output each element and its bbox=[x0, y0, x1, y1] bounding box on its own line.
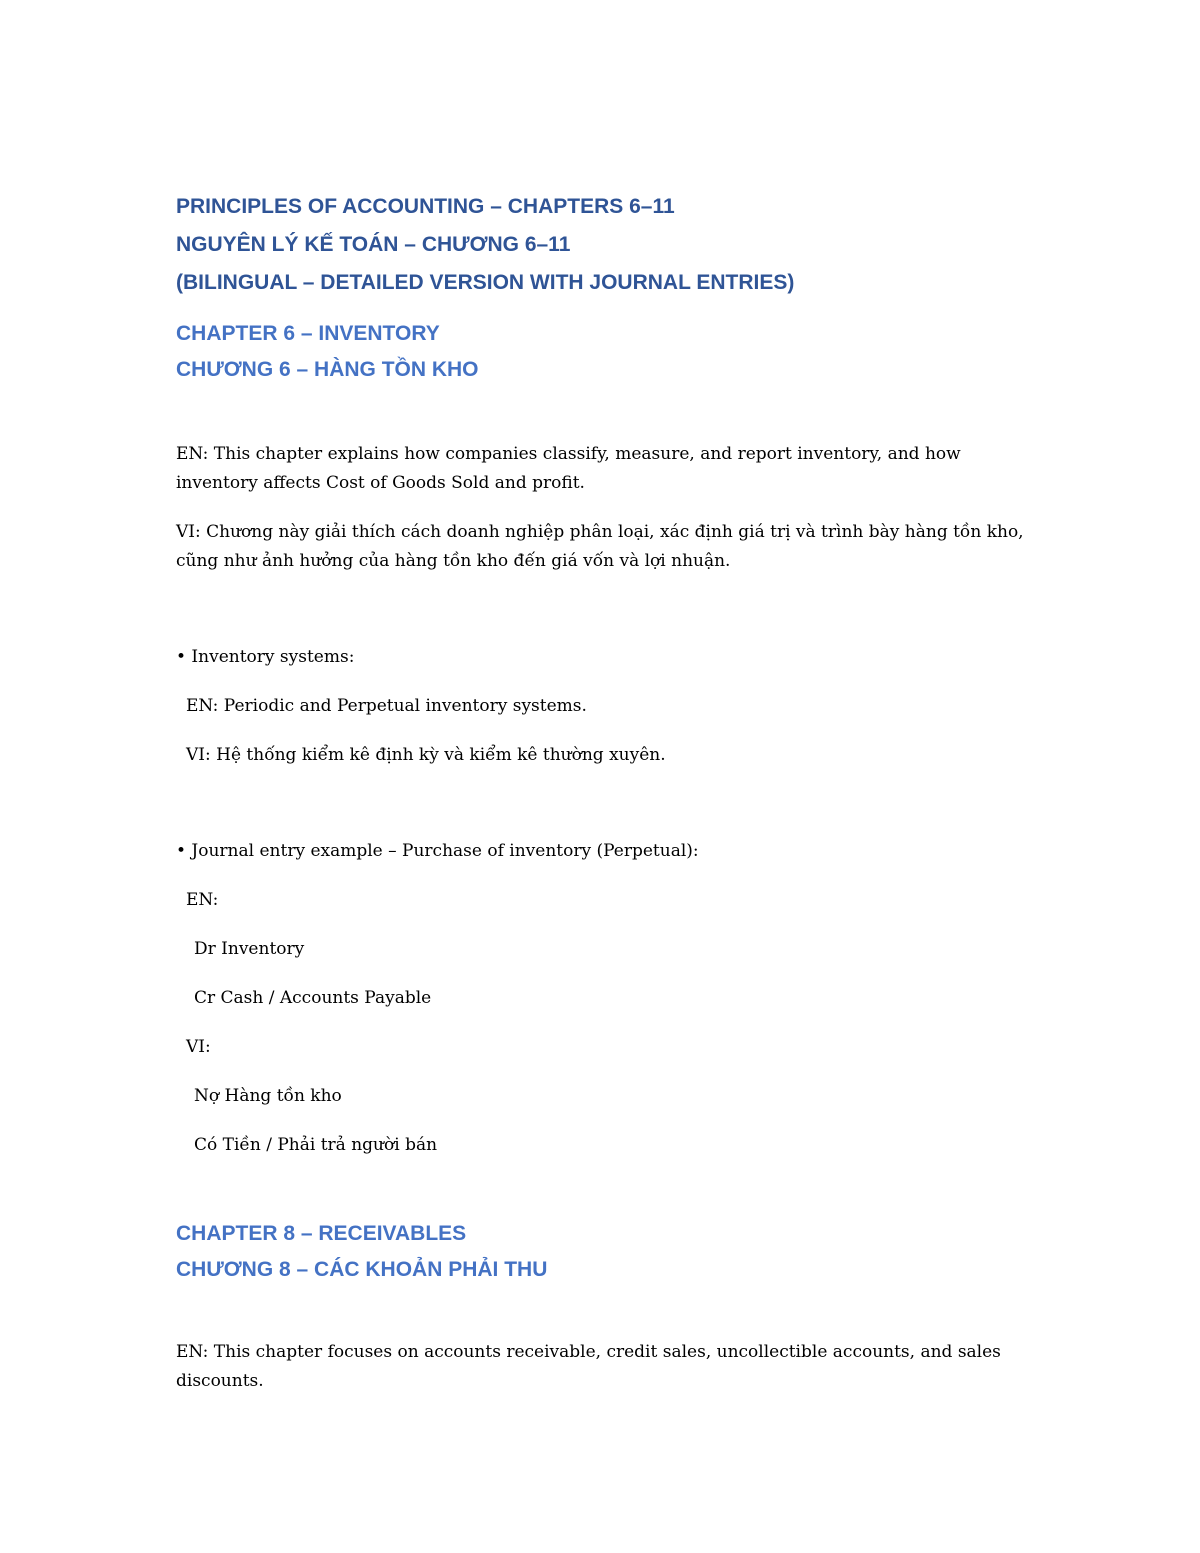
chapter-6-intro-en: EN: This chapter explains how companies classify, measure, and report inventory, and how inventory affects Cost of Goods Sold and profit. bbox=[176, 444, 961, 493]
inventory-systems-bullet: • Inventory systems: bbox=[176, 647, 355, 667]
title-line-note: (BILINGUAL – DETAILED VERSION WITH JOURNAL ENTRIES) bbox=[176, 271, 795, 294]
chapter-6-intro-vi: VI: Chương này giải thích cách doanh nghiệp phân loại, xác định giá trị và trình bày hàng tồn kho, cũng như ảnh hưởng của hàng tồn kho đến giá vốn và lợi nhuận. bbox=[176, 522, 1024, 571]
chapter-8-intro-en: EN: This chapter focuses on accounts receivable, credit sales, uncollectible accounts, and sales discounts. bbox=[176, 1342, 1001, 1391]
title-line-en: PRINCIPLES OF ACCOUNTING – CHAPTERS 6–11 bbox=[176, 195, 675, 218]
chapter-6-heading-vi: CHƯƠNG 6 – HÀNG TỒN KHO bbox=[176, 358, 479, 381]
chapter-8-heading-vi: CHƯƠNG 8 – CÁC KHOẢN PHẢI THU bbox=[176, 1258, 548, 1281]
journal-en-label: EN: bbox=[186, 890, 219, 910]
inventory-systems-vi: VI: Hệ thống kiểm kê định kỳ và kiểm kê thường xuyên. bbox=[186, 745, 666, 765]
chapter-6-section bbox=[176, 316, 1036, 1160]
journal-vi-label: VI: bbox=[186, 1037, 211, 1057]
chapter-8-heading-en: CHAPTER 8 – RECEIVABLES bbox=[176, 1222, 467, 1245]
journal-en-credit: Cr Cash / Accounts Payable bbox=[194, 988, 432, 1008]
document-page bbox=[176, 188, 1036, 1396]
journal-vi-debit: Nợ Hàng tồn kho bbox=[194, 1086, 342, 1106]
journal-en-debit: Dr Inventory bbox=[194, 939, 305, 959]
journal-entry-bullet: • Journal entry example – Purchase of inventory (Perpetual): bbox=[176, 841, 699, 861]
chapter-8-section bbox=[176, 1216, 1036, 1396]
journal-vi-credit: Có Tiền / Phải trả người bán bbox=[194, 1135, 438, 1155]
document-title bbox=[176, 188, 1036, 302]
title-line-vi: NGUYÊN LÝ KẾ TOÁN – CHƯƠNG 6–11 bbox=[176, 233, 571, 256]
chapter-6-heading-en: CHAPTER 6 – INVENTORY bbox=[176, 322, 440, 345]
inventory-systems-en: EN: Periodic and Perpetual inventory systems. bbox=[186, 696, 587, 716]
